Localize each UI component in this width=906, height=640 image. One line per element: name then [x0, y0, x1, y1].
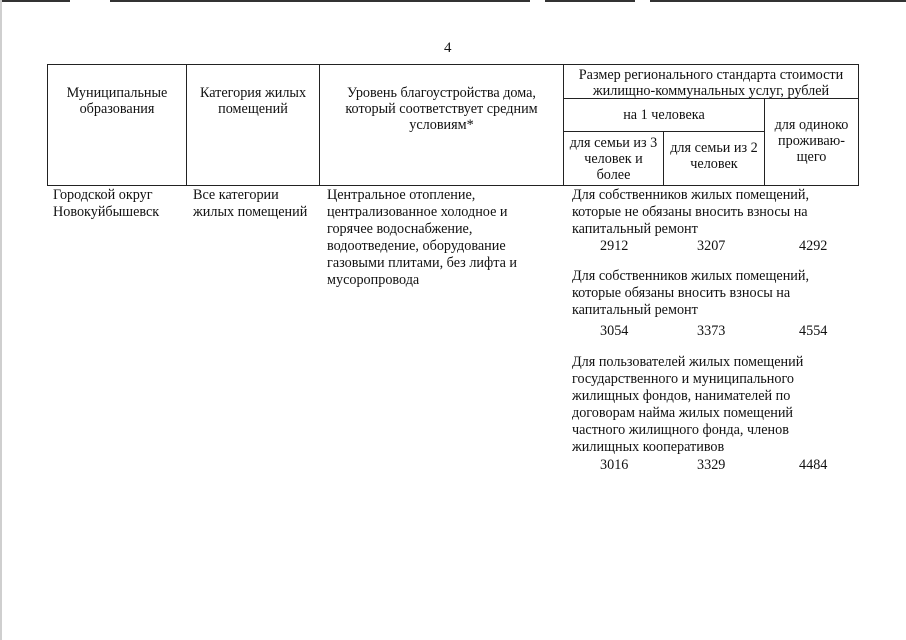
- group-label-line: Для собственников жилых помещений,: [572, 268, 810, 284]
- header-category: Категория жилых помещений: [187, 65, 320, 186]
- value-single: 4292: [799, 238, 828, 254]
- value-single: 4484: [799, 457, 828, 473]
- group-label-line: государственного и муниципального: [572, 371, 795, 387]
- level-line: Центральное отопление,: [327, 187, 476, 203]
- level-line: газовыми плитами, без лифта и: [327, 255, 518, 271]
- group-label-line: которые не обязаны вносить взносы на: [572, 204, 808, 220]
- header-single: для одиноко проживаю-щего: [765, 99, 859, 186]
- group-label-line: капитальный ремонт: [572, 221, 698, 237]
- value-family-2: 3207: [697, 238, 726, 254]
- group-label-line: капитальный ремонт: [572, 302, 698, 318]
- value-single: 4554: [799, 323, 828, 339]
- header-per-person: на 1 человека: [564, 99, 765, 132]
- header-municipality: Муниципальные образования: [48, 65, 187, 186]
- group-label-line: договорам найма жилых помещений: [572, 405, 794, 421]
- page-number: 4: [444, 40, 452, 56]
- header-improvement-level: Уровень благоустройства дома, который соответствует средним условиям*: [320, 65, 564, 186]
- value-family-2: 3329: [697, 457, 726, 473]
- scan-edge-line: [110, 0, 530, 2]
- table-header: [47, 64, 859, 186]
- group-label-line: жилищных кооперативов: [572, 439, 725, 455]
- group-label-line: Для собственников жилых помещений,: [572, 187, 810, 203]
- header-family-3: для семьи из 3 человек и более: [564, 132, 664, 186]
- scan-edge-line: [0, 0, 70, 2]
- scan-edge-line: [545, 0, 635, 2]
- level-line: горячее водоснабжение,: [327, 221, 473, 237]
- category-line: Все категории: [193, 187, 279, 203]
- value-family-3: 3054: [600, 323, 629, 339]
- municipality-line: Новокуйбышевск: [53, 204, 160, 220]
- level-line: централизованное холодное и: [327, 204, 508, 220]
- level-line: мусоропровода: [327, 272, 420, 288]
- header-standard-size: Размер регионального стандарта стоимости жилищно-коммунальных услуг, рублей: [564, 65, 859, 99]
- level-line: водоотведение, оборудование: [327, 238, 506, 254]
- group-label-line: которые обязаны вносить взносы на: [572, 285, 791, 301]
- scan-edge-line: [0, 0, 2, 640]
- group-label-line: жилищных фондов, нанимателей по: [572, 388, 791, 404]
- category-line: жилых помещений: [193, 204, 308, 220]
- scan-edge-line: [650, 0, 906, 2]
- value-family-3: 2912: [600, 238, 629, 254]
- group-label-line: Для пользователей жилых помещений: [572, 354, 804, 370]
- group-label-line: частного жилищного фонда, членов: [572, 422, 789, 438]
- value-family-3: 3016: [600, 457, 629, 473]
- value-family-2: 3373: [697, 323, 726, 339]
- municipality-line: Городской округ: [53, 187, 153, 203]
- header-family-2: для семьи из 2 человек: [664, 132, 765, 186]
